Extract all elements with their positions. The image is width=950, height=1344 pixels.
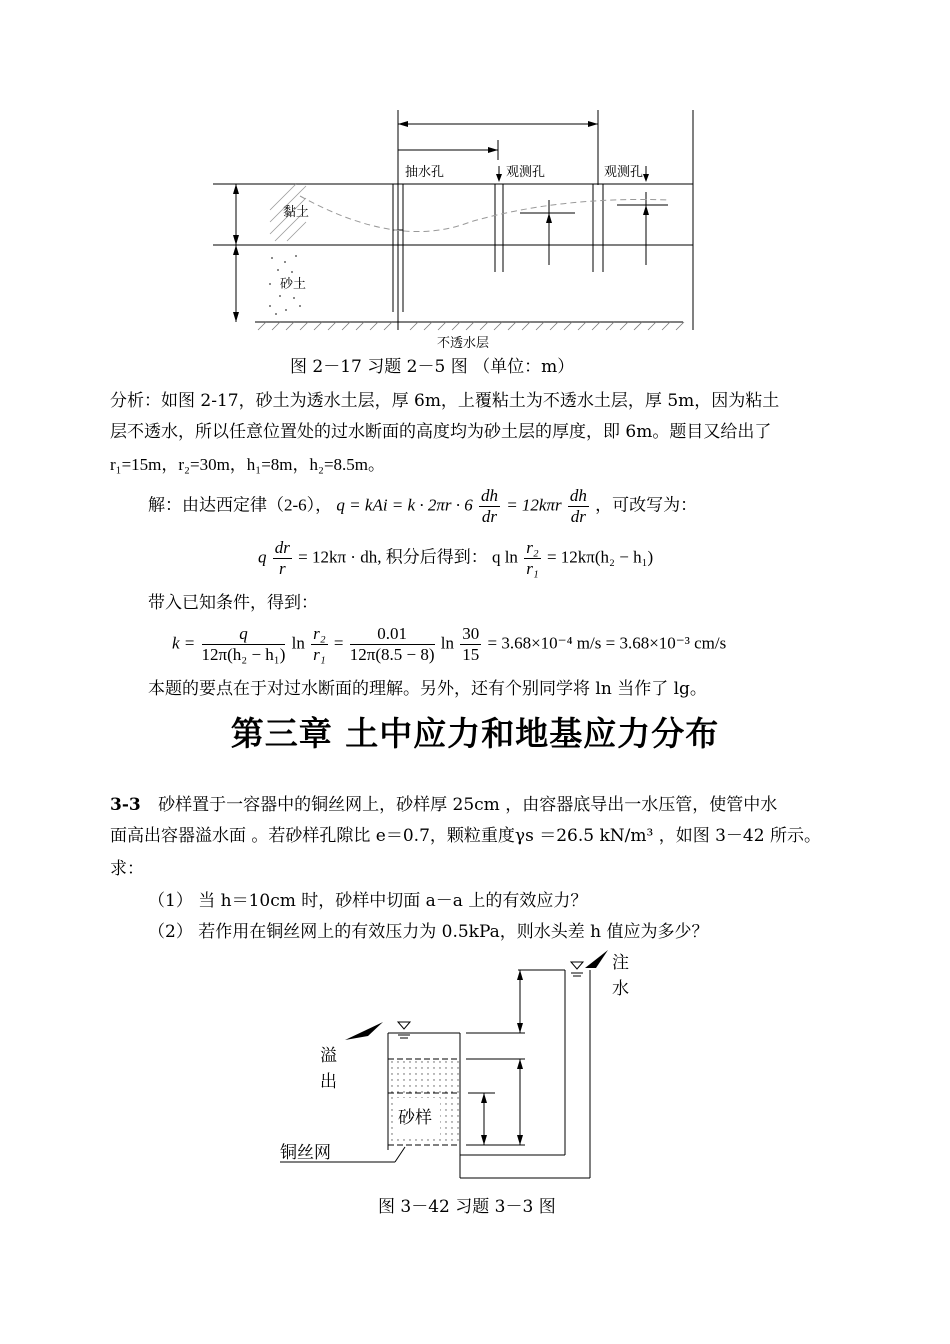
eq1-fraction <box>479 486 500 527</box>
analysis-line-2: 层不透水，所以任意位置处的过水断面的高度均为砂土层的厚度，即 6m。题目又给出了 <box>110 422 772 442</box>
problem-number: 3-3 <box>110 795 141 815</box>
figure-2-17-caption: 图 2－17 习题 2－5 图 （单位：m） <box>290 357 575 377</box>
overflow-label-1: 溢 <box>320 1046 337 1066</box>
figure-3-42-caption: 图 3－42 习题 3－3 图 <box>378 1197 556 1217</box>
figure-2-17 <box>0 0 950 380</box>
eq2-mid: = 12kπ · dh, 积分后得到： q ln <box>298 547 518 567</box>
problem-3-3-line-2: 面高出容器溢水面 。若砂样孔隙比 e＝0.7，颗粒重度γs ＝26.5 kN/m³ ，如图 3－42 所示。 <box>110 826 821 846</box>
copper-mesh-label: 铜丝网 <box>280 1143 331 1163</box>
eq3-f1-den: 12π(h₂ − h₁) <box>201 645 286 664</box>
eq1-den-2: dr <box>570 507 586 526</box>
eq2-left-den: r <box>279 559 286 578</box>
eq2-right: = 12kπ(h₂ − h₁) <box>546 547 654 567</box>
eq3-f1-num: q <box>202 624 286 645</box>
eq2-left: q <box>258 547 267 567</box>
clay-label: 黏土 <box>283 205 310 220</box>
eq3-ln: ln <box>291 633 305 653</box>
eq3-fraction-2 <box>311 624 328 665</box>
pump-hole-label: 抽水孔 <box>405 165 445 180</box>
eq2-left-fraction <box>273 538 292 579</box>
eq2-left-num: dr <box>274 538 290 557</box>
eq1-tail: ，可改写为： <box>595 495 698 515</box>
problem-3-3-line-1 <box>110 792 777 818</box>
eq3-ln2: ln <box>440 633 454 653</box>
problem-3-3-line-3: 求： <box>110 859 144 879</box>
substitution-intro: 带入已知条件，得到： <box>148 593 318 613</box>
chapter-heading: 第三章 土中应力和地基应力分布 <box>230 714 720 753</box>
eq3-result: = 3.68×10⁻⁴ m/s = 3.68×10⁻³ cm/s <box>487 633 727 653</box>
sand-label: 砂土 <box>280 277 307 292</box>
overflow-label-2: 出 <box>320 1072 337 1092</box>
eq3-f2-den: r₁ <box>313 645 326 664</box>
eq3-f3-den: 12π(8.5 − 8) <box>349 645 435 664</box>
solution-remark: 本题的要点在于对过水断面的理解。另外，还有个别同学将 ln 当作了 lg。 <box>148 679 707 699</box>
solution-eq3 <box>172 624 726 665</box>
eq1-num: dh <box>480 486 498 505</box>
eq3-fraction-4 <box>460 624 481 665</box>
eq3-fraction-3 <box>350 624 435 665</box>
solution-intro: 解：由达西定律（2-6）， <box>148 495 333 515</box>
problem-3-3-text-1: 砂样置于一容器中的铜丝网上，砂样厚 25cm ，由容器底导出一水压管，使管中水 <box>158 795 778 815</box>
inject-label-2: 水 <box>612 979 629 999</box>
question-1: （1） 当 h＝10cm 时，砂样中切面 a－a 上的有效应力？ <box>148 891 588 911</box>
eq1-num-2: dh <box>569 486 587 505</box>
figure-3-42 <box>0 940 950 1200</box>
obs-hole-label-2: 观测孔 <box>604 165 644 180</box>
eq1-fraction-2 <box>568 486 589 527</box>
analysis-line-1: 分析：如图 2-17，砂土为透水土层，厚 6m，上覆粘土为不透水土层，厚 5m，因为粘土 <box>110 391 780 411</box>
eq3-f4-den: 15 <box>462 645 480 664</box>
obs-hole-label-1: 观测孔 <box>506 165 546 180</box>
eq3-fraction-1 <box>202 624 286 665</box>
inject-label-1: 注 <box>612 953 629 973</box>
eq2-ln-fraction <box>524 538 541 579</box>
impervious-label: 不透水层 <box>437 336 490 351</box>
eq2-ln-den: r₁ <box>526 559 539 578</box>
eq3-eq: = <box>333 633 344 653</box>
eq1-body: q = kAi = k · 2πr · 6 <box>336 495 473 515</box>
eq1-den: dr <box>481 507 498 526</box>
eq3-f2-num: r₂ <box>313 624 326 643</box>
solution-eq2 <box>258 538 653 579</box>
eq3-f3-num: 0.01 <box>350 624 435 645</box>
eq2-ln-num: r₂ <box>526 538 539 557</box>
eq1-mid: = 12kπr <box>506 495 562 515</box>
eq3-f4-num: 30 <box>462 624 480 643</box>
solution-eq1 <box>148 486 697 527</box>
question-2: （2） 若作用在铜丝网上的有效压力为 0.5kPa，则水头差 h 值应为多少？ <box>148 922 709 942</box>
analysis-line-3: r₁=15m，r₂=30m，h₁=8m，h₂=8.5m。 <box>110 455 386 474</box>
eq3-k: k = <box>172 633 196 653</box>
sand-sample-label: 砂样 <box>398 1108 432 1128</box>
